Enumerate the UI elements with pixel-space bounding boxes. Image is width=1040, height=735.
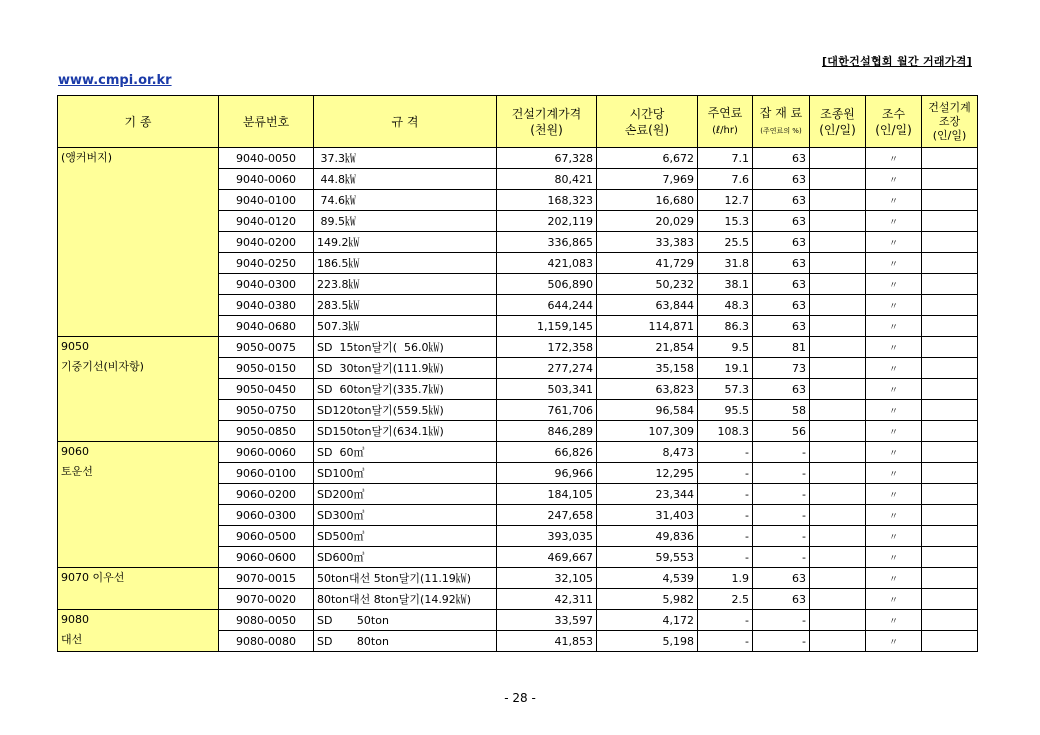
cell-fuel: 95.5 (698, 400, 753, 421)
cell-price: 96,966 (497, 463, 597, 484)
cell-price: 42,311 (497, 589, 597, 610)
cell-fuel: 15.3 (698, 211, 753, 232)
cell-operator (810, 316, 866, 337)
cell-code: 9060-0100 (219, 463, 314, 484)
table-row (58, 148, 978, 169)
cell-code: 9060-0060 (219, 442, 314, 463)
cell-spec: 74.6㎾ (314, 190, 497, 211)
cell-fuel: 25.5 (698, 232, 753, 253)
cell-mech-foreman (922, 148, 978, 169)
cell-misc-material: 63 (753, 190, 810, 211)
price-table (57, 95, 978, 652)
cell-misc-material: 58 (753, 400, 810, 421)
cell-price: 846,289 (497, 421, 597, 442)
cell-hourly-rate: 41,729 (597, 253, 698, 274)
cell-code: 9040-0300 (219, 274, 314, 295)
cell-misc-material: 63 (753, 568, 810, 589)
cell-operator (810, 253, 866, 274)
cell-mech-foreman (922, 610, 978, 631)
cell-assistant: 〃 (866, 526, 922, 547)
cell-misc-material: 56 (753, 421, 810, 442)
header-spec: 규 격 (314, 96, 497, 148)
cell-misc-material: - (753, 631, 810, 652)
cell-code: 9040-0050 (219, 148, 314, 169)
cell-operator (810, 589, 866, 610)
cell-spec: 186.5㎾ (314, 253, 497, 274)
cell-misc-material: - (753, 526, 810, 547)
cell-misc-material: 81 (753, 337, 810, 358)
cell-assistant: 〃 (866, 421, 922, 442)
cell-mech-foreman (922, 337, 978, 358)
cell-fuel: 57.3 (698, 379, 753, 400)
cell-price: 32,105 (497, 568, 597, 589)
cell-price: 1,159,145 (497, 316, 597, 337)
cell-code: 9040-0680 (219, 316, 314, 337)
cell-operator (810, 400, 866, 421)
header-code: 분류번호 (219, 96, 314, 148)
cell-misc-material: 63 (753, 274, 810, 295)
header-fuel: 주연료 (ℓ/hr) (698, 96, 753, 148)
cell-operator (810, 442, 866, 463)
cell-hourly-rate: 63,823 (597, 379, 698, 400)
cell-price: 67,328 (497, 148, 597, 169)
cell-price: 503,341 (497, 379, 597, 400)
cell-price: 336,865 (497, 232, 597, 253)
cell-hourly-rate: 96,584 (597, 400, 698, 421)
cell-hourly-rate: 23,344 (597, 484, 698, 505)
group-name-line2: 토운선 (61, 465, 93, 478)
cell-fuel: - (698, 610, 753, 631)
cell-misc-material: 63 (753, 211, 810, 232)
cell-mech-foreman (922, 253, 978, 274)
cell-mech-foreman (922, 589, 978, 610)
cell-price: 184,105 (497, 484, 597, 505)
cell-fuel: 48.3 (698, 295, 753, 316)
cell-assistant: 〃 (866, 505, 922, 526)
cell-fuel: - (698, 442, 753, 463)
cell-code: 9080-0080 (219, 631, 314, 652)
cell-mech-foreman (922, 379, 978, 400)
cell-hourly-rate: 4,539 (597, 568, 698, 589)
cell-hourly-rate: 114,871 (597, 316, 698, 337)
cell-spec: 283.5㎾ (314, 295, 497, 316)
cell-fuel: 12.7 (698, 190, 753, 211)
cell-price: 168,323 (497, 190, 597, 211)
group-name-line1: 9050 (61, 340, 89, 353)
cell-code: 9050-0850 (219, 421, 314, 442)
table-row (58, 337, 978, 358)
cell-misc-material: - (753, 547, 810, 568)
cell-mech-foreman (922, 274, 978, 295)
cell-fuel: 1.9 (698, 568, 753, 589)
cell-fuel: 7.1 (698, 148, 753, 169)
cell-fuel: 38.1 (698, 274, 753, 295)
header-price: 건설기계가격 (천원) (497, 96, 597, 148)
cell-spec: SD300㎥ (314, 505, 497, 526)
group-label (58, 442, 219, 568)
cell-operator (810, 631, 866, 652)
cell-price: 761,706 (497, 400, 597, 421)
cell-mech-foreman (922, 211, 978, 232)
cell-code: 9040-0120 (219, 211, 314, 232)
cell-operator (810, 379, 866, 400)
cell-operator (810, 148, 866, 169)
cell-mech-foreman (922, 190, 978, 211)
cell-hourly-rate: 20,029 (597, 211, 698, 232)
cell-fuel: 2.5 (698, 589, 753, 610)
cell-mech-foreman (922, 484, 978, 505)
cell-hourly-rate: 107,309 (597, 421, 698, 442)
group-name-line2: 대선 (61, 633, 83, 646)
group-name-line2: 기중기선(비자항) (61, 360, 144, 373)
cell-mech-foreman (922, 547, 978, 568)
cell-fuel: - (698, 505, 753, 526)
cell-code: 9070-0015 (219, 568, 314, 589)
table-row (58, 610, 978, 631)
cell-price: 247,658 (497, 505, 597, 526)
group-name-line1: 9060 (61, 445, 89, 458)
cell-spec: SD 60ton달기(335.7㎾) (314, 379, 497, 400)
cell-fuel: 31.8 (698, 253, 753, 274)
cell-code: 9050-0150 (219, 358, 314, 379)
cell-code: 9060-0300 (219, 505, 314, 526)
cell-assistant: 〃 (866, 169, 922, 190)
cell-operator (810, 610, 866, 631)
cell-hourly-rate: 63,844 (597, 295, 698, 316)
cell-assistant: 〃 (866, 463, 922, 484)
cell-spec: SD600㎥ (314, 547, 497, 568)
cell-price: 506,890 (497, 274, 597, 295)
site-link[interactable]: www.cmpi.or.kr (58, 73, 172, 88)
cell-price: 469,667 (497, 547, 597, 568)
cell-hourly-rate: 31,403 (597, 505, 698, 526)
cell-assistant: 〃 (866, 190, 922, 211)
cell-spec: SD100㎥ (314, 463, 497, 484)
cell-mech-foreman (922, 358, 978, 379)
cell-hourly-rate: 50,232 (597, 274, 698, 295)
cell-assistant: 〃 (866, 253, 922, 274)
cell-misc-material: - (753, 505, 810, 526)
cell-spec: SD 50ton (314, 610, 497, 631)
cell-assistant: 〃 (866, 274, 922, 295)
cell-price: 202,119 (497, 211, 597, 232)
cell-fuel: - (698, 526, 753, 547)
cell-assistant: 〃 (866, 295, 922, 316)
group-label (58, 568, 219, 610)
cell-hourly-rate: 59,553 (597, 547, 698, 568)
cell-fuel: - (698, 631, 753, 652)
cell-mech-foreman (922, 568, 978, 589)
cell-misc-material: 63 (753, 232, 810, 253)
cell-assistant: 〃 (866, 358, 922, 379)
cell-code: 9060-0600 (219, 547, 314, 568)
cell-price: 66,826 (497, 442, 597, 463)
cell-operator (810, 337, 866, 358)
cell-operator (810, 274, 866, 295)
cell-assistant: 〃 (866, 610, 922, 631)
cell-operator (810, 232, 866, 253)
cell-spec: SD 80ton (314, 631, 497, 652)
cell-fuel: 9.5 (698, 337, 753, 358)
cell-operator (810, 190, 866, 211)
cell-mech-foreman (922, 631, 978, 652)
cell-fuel: 86.3 (698, 316, 753, 337)
cell-operator (810, 463, 866, 484)
group-label (58, 337, 219, 442)
cell-operator (810, 358, 866, 379)
cell-price: 33,597 (497, 610, 597, 631)
cell-price: 277,274 (497, 358, 597, 379)
cell-assistant: 〃 (866, 316, 922, 337)
cell-fuel: 7.6 (698, 169, 753, 190)
cell-operator (810, 505, 866, 526)
cell-spec: 149.2㎾ (314, 232, 497, 253)
cell-hourly-rate: 4,172 (597, 610, 698, 631)
cell-misc-material: 63 (753, 169, 810, 190)
cell-mech-foreman (922, 169, 978, 190)
cell-misc-material: 63 (753, 148, 810, 169)
cell-spec: SD200㎥ (314, 484, 497, 505)
cell-spec: SD120ton달기(559.5㎾) (314, 400, 497, 421)
cell-spec: 89.5㎾ (314, 211, 497, 232)
cell-spec: 37.3㎾ (314, 148, 497, 169)
cell-operator (810, 211, 866, 232)
header-hourly: 시간당 손료(원) (597, 96, 698, 148)
header-type: 기 종 (58, 96, 219, 148)
cell-hourly-rate: 16,680 (597, 190, 698, 211)
cell-hourly-rate: 33,383 (597, 232, 698, 253)
cell-operator (810, 568, 866, 589)
cell-assistant: 〃 (866, 232, 922, 253)
group-name-line1: (앵커버지) (61, 151, 113, 164)
cell-spec: 44.8㎾ (314, 169, 497, 190)
header-mech-foreman: 건설기계 조장 (인/일) (922, 96, 978, 148)
cell-misc-material: 63 (753, 316, 810, 337)
cell-price: 644,244 (497, 295, 597, 316)
cell-code: 9060-0500 (219, 526, 314, 547)
cell-assistant: 〃 (866, 547, 922, 568)
cell-misc-material: 63 (753, 589, 810, 610)
cell-code: 9070-0020 (219, 589, 314, 610)
cell-fuel: 19.1 (698, 358, 753, 379)
cell-mech-foreman (922, 232, 978, 253)
cell-assistant: 〃 (866, 442, 922, 463)
cell-assistant: 〃 (866, 484, 922, 505)
cell-spec: SD150ton달기(634.1㎾) (314, 421, 497, 442)
cell-code: 9040-0060 (219, 169, 314, 190)
group-label (58, 148, 219, 337)
cell-mech-foreman (922, 421, 978, 442)
cell-spec: 80ton대선 8ton달기(14.92㎾) (314, 589, 497, 610)
group-name-line1: 9080 (61, 613, 89, 626)
publication-label: [대한건설협회 월간 거래가격] (821, 55, 972, 68)
cell-hourly-rate: 35,158 (597, 358, 698, 379)
cell-misc-material: - (753, 484, 810, 505)
cell-spec: 50ton대선 5ton달기(11.19㎾) (314, 568, 497, 589)
cell-operator (810, 484, 866, 505)
cell-operator (810, 421, 866, 442)
cell-misc-material: 63 (753, 379, 810, 400)
cell-mech-foreman (922, 316, 978, 337)
cell-price: 41,853 (497, 631, 597, 652)
cell-fuel: - (698, 463, 753, 484)
cell-spec: SD 60㎥ (314, 442, 497, 463)
cell-assistant: 〃 (866, 400, 922, 421)
cell-spec: SD500㎥ (314, 526, 497, 547)
cell-hourly-rate: 49,836 (597, 526, 698, 547)
cell-hourly-rate: 8,473 (597, 442, 698, 463)
cell-mech-foreman (922, 463, 978, 484)
cell-code: 9050-0450 (219, 379, 314, 400)
cell-code: 9050-0750 (219, 400, 314, 421)
cell-hourly-rate: 12,295 (597, 463, 698, 484)
cell-mech-foreman (922, 442, 978, 463)
cell-mech-foreman (922, 526, 978, 547)
cell-code: 9060-0200 (219, 484, 314, 505)
table-row (58, 568, 978, 589)
cell-hourly-rate: 7,969 (597, 169, 698, 190)
cell-code: 9080-0050 (219, 610, 314, 631)
cell-misc-material: - (753, 610, 810, 631)
cell-assistant: 〃 (866, 337, 922, 358)
page-number: - 28 - (504, 691, 536, 705)
cell-misc-material: - (753, 442, 810, 463)
table-row (58, 442, 978, 463)
cell-code: 9040-0250 (219, 253, 314, 274)
cell-assistant: 〃 (866, 568, 922, 589)
table-header-row (58, 96, 978, 148)
cell-spec: SD 15ton달기( 56.0㎾) (314, 337, 497, 358)
cell-code: 9050-0075 (219, 337, 314, 358)
cell-hourly-rate: 5,198 (597, 631, 698, 652)
cell-operator (810, 169, 866, 190)
cell-misc-material: 73 (753, 358, 810, 379)
cell-misc-material: 63 (753, 295, 810, 316)
cell-mech-foreman (922, 400, 978, 421)
group-label (58, 610, 219, 652)
cell-mech-foreman (922, 295, 978, 316)
cell-code: 9040-0200 (219, 232, 314, 253)
cell-spec: 507.3㎾ (314, 316, 497, 337)
cell-operator (810, 547, 866, 568)
header-assistant: 조수 (인/일) (866, 96, 922, 148)
cell-price: 393,035 (497, 526, 597, 547)
cell-assistant: 〃 (866, 631, 922, 652)
cell-assistant: 〃 (866, 211, 922, 232)
cell-spec: 223.8㎾ (314, 274, 497, 295)
cell-price: 80,421 (497, 169, 597, 190)
cell-spec: SD 30ton달기(111.9㎾) (314, 358, 497, 379)
cell-code: 9040-0100 (219, 190, 314, 211)
cell-fuel: - (698, 547, 753, 568)
header-operator: 조종원 (인/일) (810, 96, 866, 148)
cell-hourly-rate: 21,854 (597, 337, 698, 358)
cell-misc-material: - (753, 463, 810, 484)
cell-misc-material: 63 (753, 253, 810, 274)
cell-price: 172,358 (497, 337, 597, 358)
group-name-line1: 9070 이우선 (61, 571, 125, 584)
cell-code: 9040-0380 (219, 295, 314, 316)
cell-price: 421,083 (497, 253, 597, 274)
cell-assistant: 〃 (866, 589, 922, 610)
cell-operator (810, 526, 866, 547)
cell-fuel: - (698, 484, 753, 505)
cell-fuel: 108.3 (698, 421, 753, 442)
cell-mech-foreman (922, 505, 978, 526)
cell-hourly-rate: 5,982 (597, 589, 698, 610)
cell-hourly-rate: 6,672 (597, 148, 698, 169)
cell-operator (810, 295, 866, 316)
cell-assistant: 〃 (866, 148, 922, 169)
header-misc: 잡 재 료 (주연료의 %) (753, 96, 810, 148)
cell-assistant: 〃 (866, 379, 922, 400)
